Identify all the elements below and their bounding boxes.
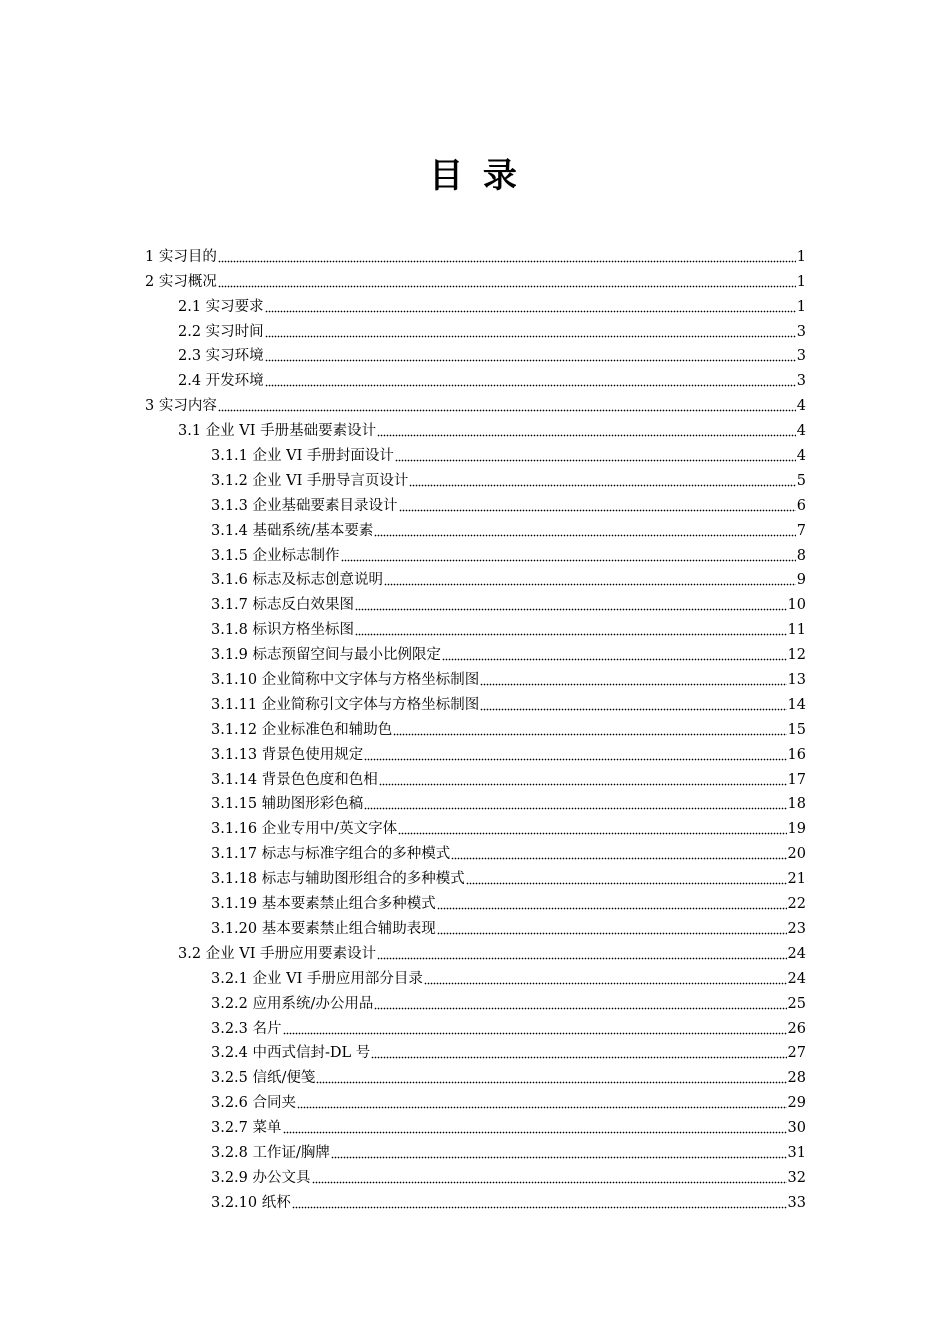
toc-entry[interactable]	[145, 1062, 806, 1087]
toc-dot-leader	[312, 1170, 787, 1184]
toc-entry[interactable]	[145, 614, 806, 639]
toc-dot-leader	[384, 572, 796, 586]
toc-entry-label: 3.1.1 企业 VI 手册封面设计	[211, 448, 394, 465]
toc-entry[interactable]	[145, 291, 806, 316]
toc-entry[interactable]	[145, 888, 806, 913]
toc-entry-label: 3.1.3 企业基础要素目录设计	[211, 497, 398, 514]
toc-dot-leader	[374, 996, 786, 1010]
toc-dot-leader	[480, 672, 786, 686]
toc-entry-page-number: 33	[787, 1194, 806, 1211]
toc-dot-leader	[265, 348, 796, 362]
toc-entry[interactable]	[145, 341, 806, 366]
toc-entry-label: 3.1.19 基本要素禁止组合多种模式	[211, 896, 436, 913]
toc-dot-leader	[424, 971, 787, 985]
toc-entry[interactable]	[145, 789, 806, 814]
toc-entry-page-number: 21	[787, 871, 806, 888]
toc-dot-leader	[395, 448, 796, 462]
toc-entry-page-number: 18	[787, 796, 806, 813]
toc-entry-page-number: 3	[796, 373, 806, 390]
toc-entry-label: 3.2.10 纸杯	[211, 1194, 291, 1211]
toc-entry-label: 2.3 实习环境	[178, 348, 264, 365]
toc-entry[interactable]	[145, 589, 806, 614]
toc-dot-leader	[364, 796, 786, 810]
toc-entry[interactable]	[145, 390, 806, 415]
toc-entry-page-number: 22	[787, 896, 806, 913]
toc-entry-page-number: 13	[787, 672, 806, 689]
toc-entry-page-number: 1	[796, 273, 806, 290]
toc-entry-page-number: 12	[787, 647, 806, 664]
toc-entry-page-number: 29	[787, 1095, 806, 1112]
toc-entry-page-number: 23	[787, 920, 806, 937]
toc-entry-label: 3.2.6 合同夹	[211, 1095, 297, 1112]
toc-entry[interactable]	[145, 465, 806, 490]
toc-dot-leader	[297, 1095, 787, 1109]
toc-entry-label: 3.1.18 标志与辅助图形组合的多种模式	[211, 871, 465, 888]
toc-dot-leader	[218, 249, 796, 263]
toc-entry-page-number: 16	[787, 746, 806, 763]
toc-entry-label: 3 实习内容	[145, 398, 217, 415]
toc-entry[interactable]	[145, 863, 806, 888]
toc-entry-page-number: 11	[787, 622, 806, 639]
toc-entry-label: 3.2.1 企业 VI 手册应用部分目录	[211, 970, 423, 987]
toc-entry[interactable]	[145, 1187, 806, 1212]
toc-entry-label: 3.1.16 企业专用中/英文字体	[211, 821, 398, 838]
toc-entry-label: 2.2 实习时间	[178, 323, 264, 340]
toc-entry[interactable]	[145, 714, 806, 739]
toc-entry[interactable]	[145, 1112, 806, 1137]
toc-entry-page-number: 26	[787, 1020, 806, 1037]
toc-entry-label: 3.1.4 基础系统/基本要素	[211, 522, 374, 539]
toc-entry-label: 2.4 开发环境	[178, 373, 264, 390]
toc-entry[interactable]	[145, 813, 806, 838]
toc-entry[interactable]	[145, 988, 806, 1013]
toc-entry-label: 3.1.5 企业标志制作	[211, 547, 340, 564]
toc-entry-label: 3.1.12 企业标准色和辅助色	[211, 721, 393, 738]
toc-entry-label: 3.1.20 基本要素禁止组合辅助表现	[211, 920, 436, 937]
toc-entry-label: 3.1.13 背景色使用规定	[211, 746, 364, 763]
toc-entry-page-number: 15	[787, 721, 806, 738]
toc-entry[interactable]	[145, 689, 806, 714]
toc-entry-page-number: 6	[796, 497, 806, 514]
toc-entry-label: 3.1 企业 VI 手册基础要素设计	[178, 423, 377, 440]
toc-entry-label: 3.1.7 标志反白效果图	[211, 597, 355, 614]
toc-entry-label: 3.1.2 企业 VI 手册导言页设计	[211, 472, 409, 489]
toc-entry-label: 3.1.14 背景色色度和色相	[211, 771, 378, 788]
toc-entry-label: 3.2.4 中西式信封-DL 号	[211, 1045, 371, 1062]
toc-entry[interactable]	[145, 540, 806, 565]
toc-dot-leader	[341, 548, 796, 562]
toc-entry-page-number: 28	[787, 1070, 806, 1087]
toc-entry-page-number: 32	[787, 1169, 806, 1186]
toc-entry-page-number: 4	[796, 398, 806, 415]
toc-entry-label: 3.1.8 标识方格坐标图	[211, 622, 355, 639]
toc-entry-page-number: 25	[787, 995, 806, 1012]
toc-dot-leader	[265, 373, 796, 387]
toc-entry-page-number: 14	[787, 696, 806, 713]
toc-entry-page-number: 4	[796, 448, 806, 465]
toc-dot-leader	[451, 846, 786, 860]
toc-dot-leader	[399, 498, 796, 512]
toc-entry-label: 3.2.5 信纸/便笺	[211, 1070, 316, 1087]
toc-entry[interactable]	[145, 241, 806, 266]
toc-entry-page-number: 19	[787, 821, 806, 838]
toc-entry-page-number: 1	[796, 298, 806, 315]
toc-dot-leader	[283, 1120, 787, 1134]
toc-entry[interactable]	[145, 365, 806, 390]
toc-dot-leader	[364, 747, 786, 761]
toc-entry-page-number: 10	[787, 597, 806, 614]
toc-dot-leader	[437, 896, 787, 910]
toc-entry-page-number: 3	[796, 348, 806, 365]
toc-entry[interactable]	[145, 266, 806, 291]
toc-dot-leader	[218, 398, 796, 412]
toc-entry-label: 3.2.9 办公文具	[211, 1169, 311, 1186]
toc-entry[interactable]	[145, 1013, 806, 1038]
toc-entry-label: 3.1.10 企业简称中文字体与方格坐标制图	[211, 672, 480, 689]
toc-entry[interactable]	[145, 440, 806, 465]
table-of-contents	[145, 241, 806, 1212]
toc-entry-page-number: 4	[796, 423, 806, 440]
toc-entry-page-number: 3	[796, 323, 806, 340]
toc-entry[interactable]	[145, 1137, 806, 1162]
toc-dot-leader	[377, 423, 796, 437]
toc-dot-leader	[398, 821, 786, 835]
toc-entry[interactable]	[145, 1162, 806, 1187]
toc-entry[interactable]	[145, 316, 806, 341]
toc-dot-leader	[466, 871, 787, 885]
toc-entry[interactable]	[145, 913, 806, 938]
page-title: 目 录	[429, 155, 521, 196]
toc-entry-page-number: 27	[787, 1045, 806, 1062]
toc-entry[interactable]	[145, 1087, 806, 1112]
toc-entry-label: 3.1.11 企业简称引文字体与方格坐标制图	[211, 696, 480, 713]
toc-dot-leader	[355, 597, 787, 611]
toc-entry-label: 1 实习目的	[145, 248, 217, 265]
toc-entry-label: 3.1.15 辅助图形彩色稿	[211, 796, 364, 813]
toc-entry-page-number: 24	[787, 945, 806, 962]
toc-dot-leader	[265, 324, 796, 338]
toc-dot-leader	[371, 1045, 786, 1059]
toc-dot-leader	[355, 622, 787, 636]
toc-entry-label: 3.1.6 标志及标志创意说明	[211, 572, 384, 589]
toc-dot-leader	[374, 523, 795, 537]
toc-entry-page-number: 17	[787, 771, 806, 788]
toc-entry-page-number: 7	[796, 522, 806, 539]
toc-entry[interactable]	[145, 838, 806, 863]
toc-entry[interactable]	[145, 565, 806, 590]
toc-entry[interactable]	[145, 739, 806, 764]
toc-entry[interactable]	[145, 639, 806, 664]
toc-entry-label: 3.2.8 工作证/胸牌	[211, 1144, 330, 1161]
toc-entry-label: 2 实习概况	[145, 273, 217, 290]
toc-dot-leader	[265, 299, 796, 313]
toc-dot-leader	[218, 274, 796, 288]
toc-entry[interactable]	[145, 938, 806, 963]
toc-entry[interactable]	[145, 1038, 806, 1063]
toc-entry-page-number: 24	[787, 970, 806, 987]
toc-entry-page-number: 30	[787, 1120, 806, 1137]
toc-entry-label: 3.2 企业 VI 手册应用要素设计	[178, 945, 377, 962]
toc-dot-leader	[480, 697, 786, 711]
toc-entry-page-number: 31	[787, 1144, 806, 1161]
toc-dot-leader	[379, 772, 787, 786]
toc-entry-label: 3.1.9 标志预留空间与最小比例限定	[211, 647, 442, 664]
toc-entry-label: 2.1 实习要求	[178, 298, 264, 315]
toc-entry-label: 3.2.2 应用系统/办公用品	[211, 995, 374, 1012]
toc-dot-leader	[331, 1145, 787, 1159]
toc-dot-leader	[292, 1195, 787, 1209]
toc-entry-page-number: 1	[796, 248, 806, 265]
toc-entry[interactable]	[145, 515, 806, 540]
toc-entry[interactable]	[145, 764, 806, 789]
toc-entry-label: 3.2.3 名片	[211, 1020, 282, 1037]
toc-dot-leader	[283, 1021, 787, 1035]
toc-dot-leader	[316, 1070, 786, 1084]
toc-dot-leader	[437, 921, 787, 935]
toc-entry-page-number: 9	[796, 572, 806, 589]
toc-entry[interactable]	[145, 415, 806, 440]
toc-entry-label: 3.1.17 标志与标准字组合的多种模式	[211, 846, 451, 863]
toc-dot-leader	[377, 946, 786, 960]
toc-dot-leader	[393, 722, 786, 736]
toc-entry[interactable]	[145, 490, 806, 515]
toc-entry-page-number: 5	[796, 472, 806, 489]
toc-entry[interactable]	[145, 664, 806, 689]
toc-dot-leader	[442, 647, 787, 661]
toc-entry-page-number: 8	[796, 547, 806, 564]
toc-dot-leader	[409, 473, 795, 487]
toc-entry-page-number: 20	[787, 846, 806, 863]
toc-entry-label: 3.2.7 菜单	[211, 1120, 282, 1137]
toc-entry[interactable]	[145, 963, 806, 988]
